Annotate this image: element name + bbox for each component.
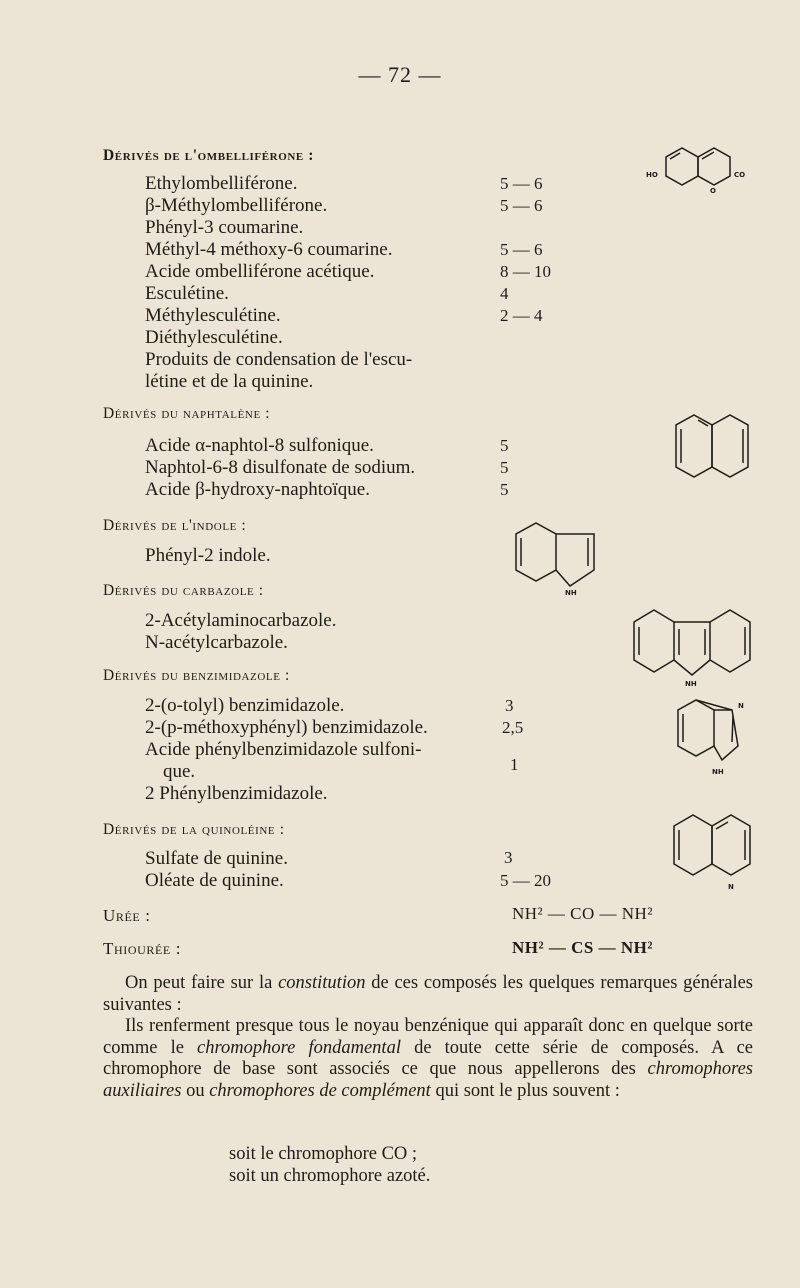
carbazole-structure — [630, 605, 755, 690]
list-item: 2-(p-méthoxyphényl) benzimidazole. — [145, 717, 428, 738]
item-value: 8 — 10 — [500, 262, 551, 281]
item-value: 4 — [500, 284, 509, 303]
paragraph-emphasis: chromophore fondamental — [197, 1037, 401, 1058]
umbelliferone-structure — [640, 140, 770, 230]
closing-line: soit le chromophore CO ; — [229, 1144, 418, 1164]
closing-line: soit un chromophore azoté. — [229, 1166, 431, 1186]
structure-label: N — [728, 883, 734, 891]
list-item: Phényl-2 indole. — [145, 545, 271, 566]
list-item: Esculétine. — [145, 283, 229, 304]
list-item: β-Méthylombelliférone. — [145, 195, 328, 216]
section-heading-ombelliferone: Dérivés de l'ombelliférone : — [103, 147, 315, 164]
list-item: Sulfate de quinine. — [145, 848, 288, 869]
list-item: Produits de condensation de l'escu- — [145, 349, 413, 370]
uree-label: Urée : — [103, 906, 151, 925]
structure-label: NH — [685, 680, 697, 688]
list-item: Diéthylesculétine. — [145, 327, 283, 348]
item-value: 5 — 6 — [500, 174, 543, 193]
item-value: 5 — [500, 458, 509, 477]
naphthalene-structure — [668, 405, 758, 500]
item-value: 2,5 — [502, 718, 524, 737]
section-heading-indole: Dérivés de l'indole : — [103, 517, 247, 534]
list-item: Acide α-naphtol-8 sulfonique. — [145, 435, 374, 456]
paragraph-emphasis: chromophores de complément — [209, 1080, 431, 1101]
indole-structure — [508, 518, 598, 598]
item-value: 5 — [500, 436, 509, 455]
paragraph-emphasis: chromophores auxiliaires — [103, 1059, 753, 1101]
quinoline-structure — [668, 810, 758, 895]
list-item: Oléate de quinine. — [145, 870, 284, 891]
item-value: 5 — 6 — [500, 196, 543, 215]
list-item: 2 Phénylbenzimidazole. — [145, 783, 328, 804]
list-item: létine et de la quinine. — [145, 371, 314, 392]
list-item: Acide ombelliférone acétique. — [145, 261, 375, 282]
item-value: 5 — 6 — [500, 240, 543, 259]
paragraph-text: Ils renferment presque tous le noyau benzénique qui apparaît donc en quelque sorte comme le — [103, 1016, 753, 1058]
page-number: — 72 — — [358, 62, 442, 87]
list-item: Naphtol-6-8 disulfonate de sodium. — [145, 457, 416, 478]
item-value: 2 — 4 — [500, 306, 543, 325]
structure-label: CO — [734, 171, 746, 179]
list-item: 2-(o-tolyl) benzimidazole. — [145, 695, 345, 716]
paragraph-text: de ces composés les quelques remarques générales suivantes : — [103, 973, 754, 1015]
paragraph-text: ou — [181, 1080, 210, 1101]
section-heading-benzimidazole: Dérivés du benzimidazole : — [103, 667, 290, 684]
section-heading-quinoleine: Dérivés de la quinoléine : — [103, 821, 285, 838]
item-value: 3 — [505, 696, 514, 715]
structure-label: N — [738, 702, 744, 710]
benzimidazole-structure — [672, 690, 752, 780]
body-paragraph — [103, 973, 753, 1102]
list-item: Acide phénylbenzimidazole sulfoni- — [145, 739, 422, 760]
section-heading-carbazole: Dérivés du carbazole : — [103, 582, 264, 599]
list-item: Acide β-hydroxy-naphtoïque. — [145, 479, 370, 500]
list-item: Phényl-3 coumarine. — [145, 217, 304, 238]
list-item: Méthylesculétine. — [145, 305, 281, 326]
thiouree-formula: NH² — CS — NH² — [512, 938, 653, 957]
paragraph-text: On peut faire sur la — [125, 973, 279, 993]
section-heading-naphtalene: Dérivés du naphtalène : — [103, 405, 271, 422]
list-item: Ethylombelliférone. — [145, 173, 298, 194]
item-value: 3 — [504, 848, 513, 867]
item-value: 5 — [500, 480, 509, 499]
list-item: Méthyl-4 méthoxy-6 coumarine. — [145, 239, 393, 260]
thiouree-label: Thiourée : — [103, 939, 182, 958]
paragraph-emphasis: constitution — [278, 973, 366, 993]
uree-formula: NH² — CO — NH² — [512, 904, 653, 923]
structure-label: HO — [646, 171, 658, 179]
paragraph-text: de toute cette série de composés. A ce chromophore de base sont associés ce que nous appellerons des — [103, 1037, 753, 1079]
item-value: 5 — 20 — [500, 871, 551, 890]
item-value: 1 — [510, 755, 519, 774]
list-item: 2-Acétylaminocarbazole. — [145, 610, 337, 631]
list-item: que. — [163, 761, 196, 782]
structure-label: NH — [712, 768, 724, 776]
paragraph-text: qui sont le plus souvent : — [430, 1080, 620, 1101]
structure-label: NH — [565, 589, 577, 597]
list-item: N-acétylcarbazole. — [145, 632, 288, 653]
structure-label: O — [710, 187, 716, 195]
